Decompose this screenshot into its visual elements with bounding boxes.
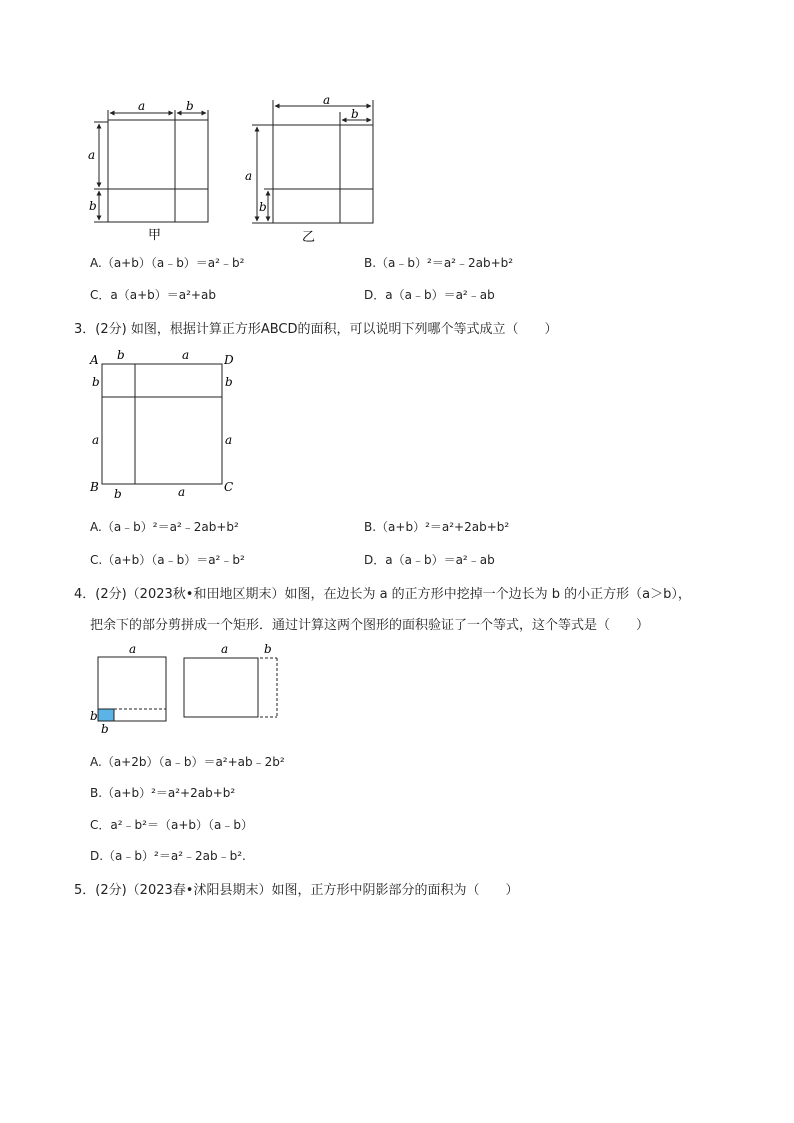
- q4-right-label-b: b: [264, 642, 272, 656]
- q5-stem: 5．(2分)（2023春•沭阳县期末）如图，正方形中阴影部分的面积为（ ）: [74, 883, 519, 898]
- q2-option-a[interactable]: A.（a+b）（a﹣b）＝a²﹣b²: [90, 256, 245, 270]
- q3-bottom-b: b: [114, 487, 122, 501]
- q3-vertex-b: B: [90, 480, 99, 494]
- q3-vertex-c: C: [224, 480, 234, 494]
- q2-option-c[interactable]: C．a（a+b）＝a²+ab: [90, 288, 216, 302]
- jia-label-a-top: a: [138, 99, 146, 113]
- q4-option-c[interactable]: C．a²﹣b²＝（a+b）（a﹣b）: [90, 818, 253, 832]
- q4-right-label-a: a: [221, 642, 229, 656]
- q4-option-b[interactable]: B.（a+b）²＝a²+2ab+b²: [90, 786, 236, 800]
- yi-label-a-top: a: [323, 93, 331, 107]
- jia-label-a-left: a: [88, 148, 96, 162]
- figure-jia: [94, 110, 208, 222]
- yi-label-b-top: b: [351, 107, 359, 121]
- q3-right-a: a: [225, 433, 233, 447]
- q4-left-label-a: a: [129, 642, 137, 656]
- q4-stem-line2: 把余下的部分剪拼成一个矩形．通过计算这两个图形的面积验证了一个等式，这个等式是（ ）: [90, 618, 650, 633]
- q3-vertex-d: D: [224, 353, 234, 367]
- q2-option-b[interactable]: B.（a﹣b）²＝a²﹣2ab+b²: [364, 256, 514, 270]
- q3-vertex-a: A: [90, 353, 99, 367]
- jia-label-b-top: b: [186, 99, 194, 113]
- q2-figure: [80, 92, 400, 242]
- q3-top-b: b: [117, 348, 125, 362]
- yi-label-a-left: a: [245, 169, 253, 183]
- jia-caption: 甲: [148, 228, 162, 242]
- q3-left-a: a: [92, 433, 100, 447]
- q3-stem: 3．(2分) 如图，根据计算正方形ABCD的面积，可以说明下列哪个等式成立（ ）: [74, 322, 558, 337]
- q3-option-d[interactable]: D．a（a﹣b）＝a²﹣ab: [364, 553, 495, 567]
- q4-left-label-b-bottom: b: [101, 722, 109, 736]
- jia-label-b-left: b: [89, 199, 97, 213]
- q3-right-b: b: [225, 375, 233, 389]
- yi-label-b-left: b: [259, 200, 267, 214]
- q4-figure: [84, 642, 294, 738]
- q3-top-a: a: [182, 348, 190, 362]
- q3-figure: [84, 348, 254, 504]
- q4-left-label-b-side: b: [90, 709, 98, 723]
- q4-option-d[interactable]: D.（a﹣b）²＝a²﹣2ab﹣b².: [90, 849, 246, 863]
- q3-bottom-a: a: [178, 485, 186, 499]
- q4-stem-line1: 4．(2分)（2023秋•和田地区期末）如图，在边长为 a 的正方形中挖掉一个边长为 b 的小正方形（a＞b），: [74, 587, 691, 602]
- q4-cut-square: [98, 709, 114, 721]
- q3-left-b: b: [92, 375, 100, 389]
- q3-option-b[interactable]: B.（a+b）²＝a²+2ab+b²: [364, 520, 510, 534]
- q3-option-c[interactable]: C.（a+b）（a﹣b）＝a²﹣b²: [90, 553, 245, 567]
- q4-option-a[interactable]: A.（a+2b）（a﹣b）＝a²+ab﹣2b²: [90, 755, 285, 769]
- yi-caption: 乙: [302, 230, 316, 242]
- q3-option-a[interactable]: A.（a﹣b）²＝a²﹣2ab+b²: [90, 520, 239, 534]
- q2-option-d[interactable]: D．a（a﹣b）＝a²﹣ab: [364, 288, 495, 302]
